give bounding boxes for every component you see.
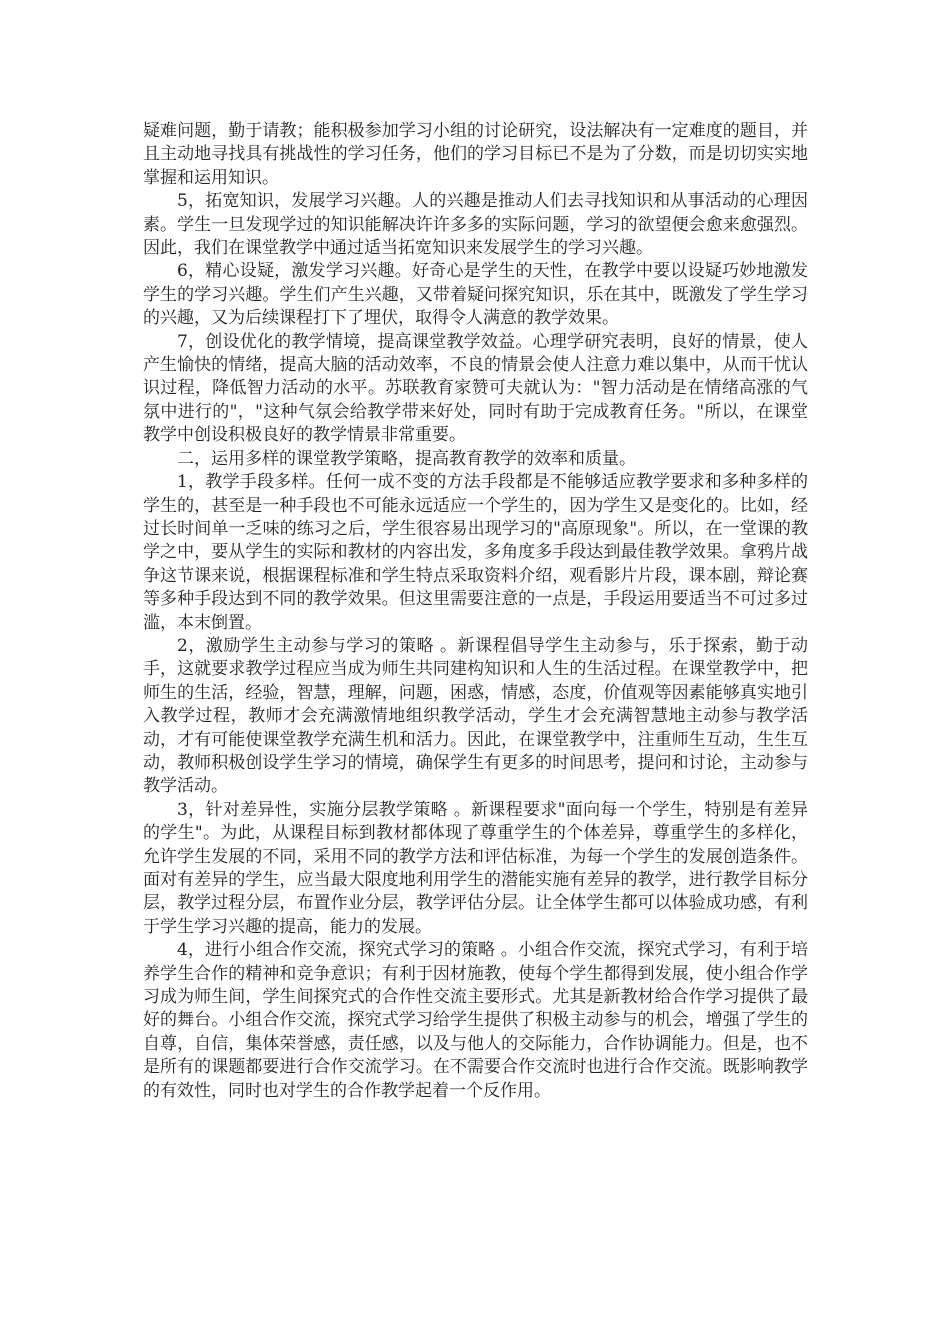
paragraph-strategy-2: 2，激励学生主动参与学习的策略 。新课程倡导学生主动参与，乐于探索，勤于动手，这就要求教学过程应当成为师生共同建构知识和人生的生活过程。在课堂教学中，把师生的生活，经验，智慧，理解，问题，困惑，情感，态度，价值观等因素能够真实地引入教学过程，教师才会充满激情地组织教学活动，学生才会充满智慧地主动参与教学活动，才有可能使课堂教学充满生机和活力。因此，在课堂教学中，注重师生互动，生生互动，教师积极创设学生学习的情境，确保学生有更多的时间思考，提问和讨论，主动参与教学活动。 [143, 635, 808, 797]
paragraph-strategy-4: 4，进行小组合作交流，探究式学习的策略 。小组合作交流，探究式学习，有利于培养学生合作的精神和竞争意识；有利于因材施教，使每个学生都得到发展，使小组合作学习成为师生间，学生间探究式的合作性交流主要形式。尤其是新教材给合作学习提供了最好的舞台。小组合作交流，探究式学习给学生提供了积极主动参与的机会，增强了学生的自尊，自信，集体荣誉感，责任感，以及与他人的交际能力，合作协调能力。但是，也不是所有的课题都要进行合作交流学习。在不需要合作交流时也进行合作交流。既影响教学的有效性，同时也对学生的合作教学起着一个反作用。 [143, 940, 808, 1101]
paragraph-item-7: 7，创设优化的教学情境，提高课堂教学效益。心理学研究表明，良好的情景，使人产生愉快的情绪，提高大脑的活动效率，不良的情景会使人注意力难以集中，从而干忧认识过程，降低智力活动的水平。苏联教育家赞可夫就认为："智力活动是在情绪高涨的气氛中进行的"，"这种气氛会给教学带来好处，同时有助于完成教育任务。"所以，在课堂教学中创设积极良好的教学情景非常重要。 [143, 331, 808, 446]
paragraph-strategy-1: 1，教学手段多样。任何一成不变的方法手段都是不能够适应教学要求和多种多样的学生的，甚至是一种手段也不可能永远适应一个学生的，因为学生又是变化的。比如，经过长时间单一乏味的练习之后，学生很容易出现学习的"高原现象"。所以，在一堂课的教学之中，要从学生的实际和教材的内容出发，多角度多手段达到最佳教学效果。拿鸦片战争这节课来说，根据课程标准和学生特点采取资料介绍，观看影片片段，课本剧，辩论赛等多种手段达到不同的教学效果。但这里需要注意的一点是，手段运用要适当不可过多过滥，本末倒置。 [143, 472, 808, 633]
paragraph-continuation: 疑难问题，勤于请教；能积极参加学习小组的讨论研究，设法解决有一定难度的题目，并且主动地寻找具有挑战性的学习任务，他们的学习目标已不是为了分数，而是切切实实地掌握和运用知识。 [143, 121, 808, 188]
document-body [143, 120, 808, 1103]
paragraph-strategy-3: 3，针对差异性，实施分层教学策略 。新课程要求"面向每一个学生，特别是有差异的学生"。为此，从课程目标到教材都体现了尊重学生的个体差异，尊重学生的多样化，允许学生发展的不同，采用不同的教学方法和评估标准，为每一个学生的发展创造条件。 面对有差异的学生，应当最大限度地利用学生的潜能实施有差异的教学，进行教学目标分层，教学过程分层，布置作业分层，教学评估分层。让全体学生都可以体验成功感，有利于学生学习兴趣的提高，能力的发展。 [143, 799, 808, 937]
section-heading-2: 二，运用多样的课堂教学策略，提高教育教学的效率和质量。 [177, 448, 636, 469]
paragraph-item-5: 5，拓宽知识，发展学习兴趣。人的兴趣是推动人们去寻找知识和从事活动的心理因素。学生一旦发现学过的知识能解决许许多多的实际问题，学习的欲望便会愈来愈强烈。因此，我们在课堂教学中通过适当拓宽知识来发展学生的学习兴趣。 [143, 191, 808, 259]
paragraph-item-6: 6，精心设疑，激发学习兴趣。好奇心是学生的天性，在教学中要以设疑巧妙地激发学生的学习兴趣。学生们产生兴趣，又带着疑问探究知识，乐在其中，既激发了学生学习的兴趣，又为后续课程打下了埋伏，取得令人满意的教学效果。 [143, 261, 808, 329]
